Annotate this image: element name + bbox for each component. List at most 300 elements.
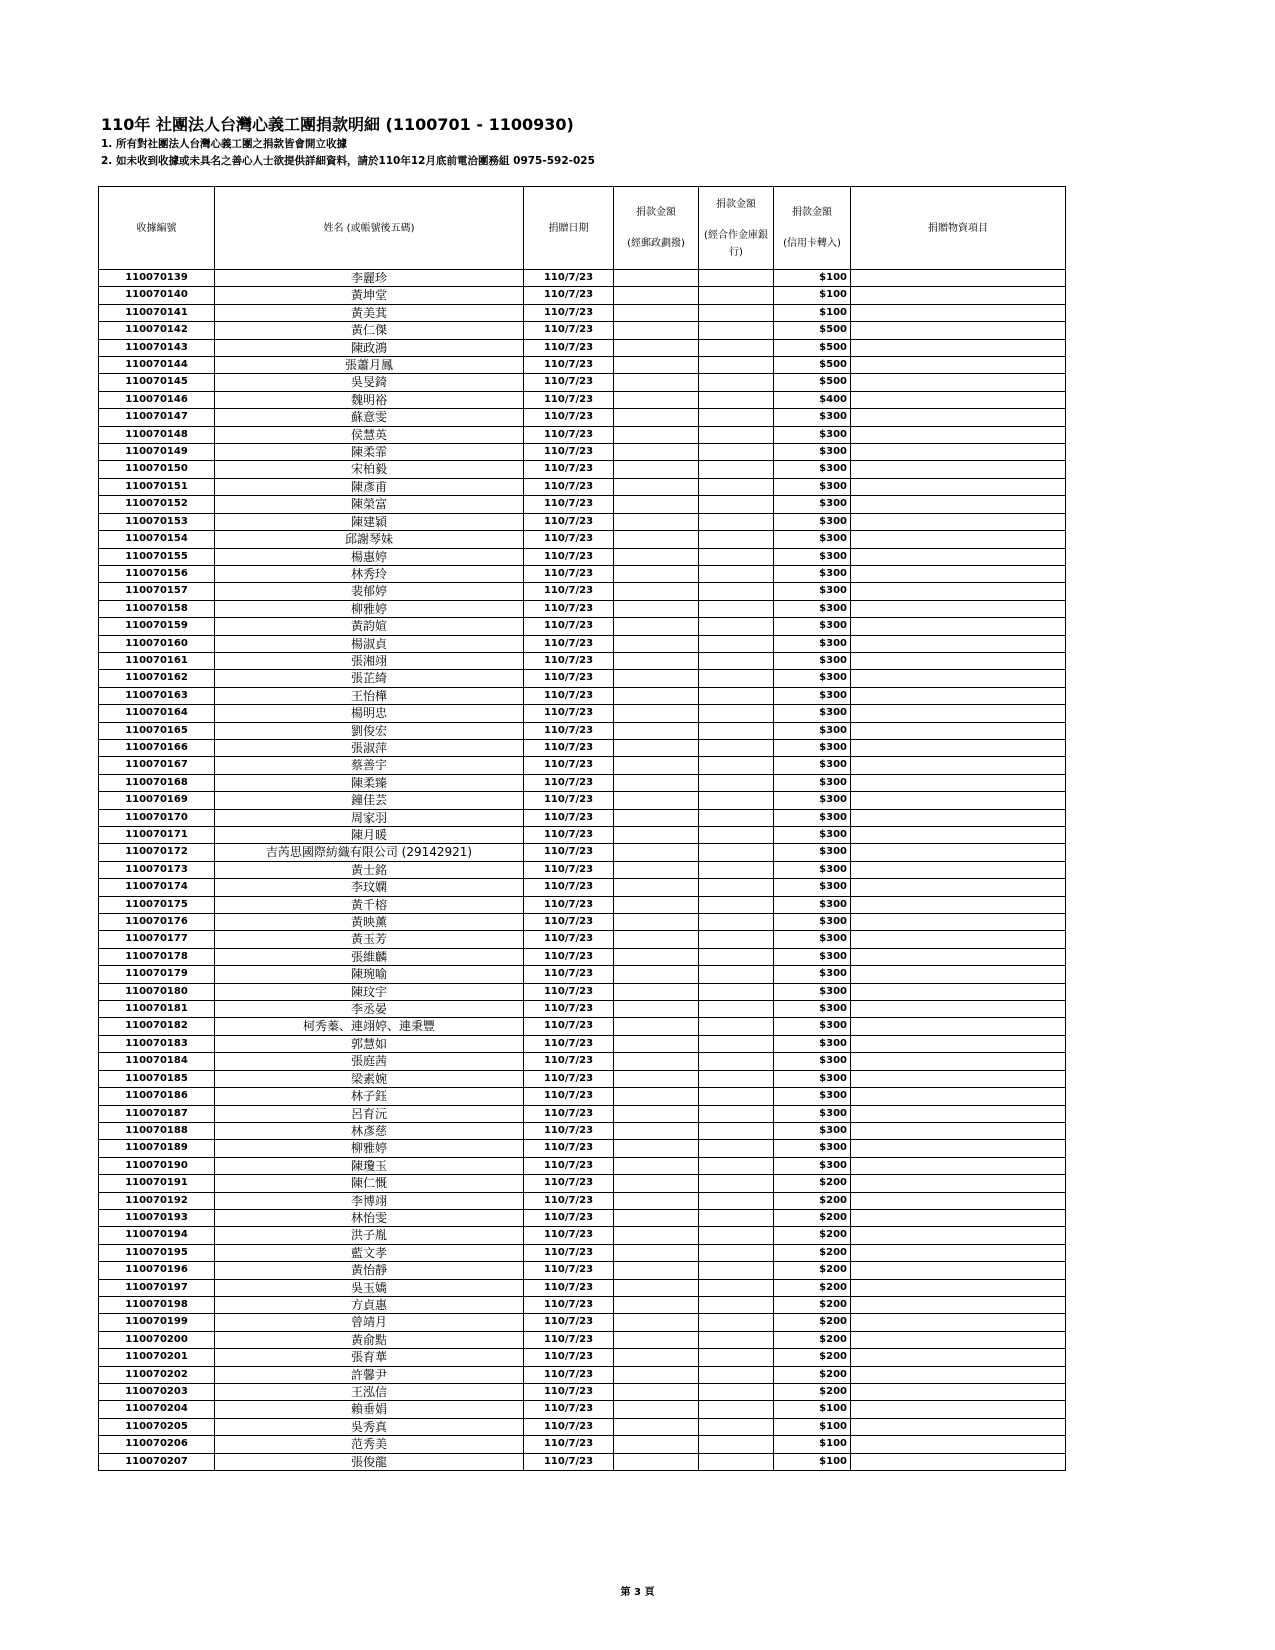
name-cell: 吉芮思國際紡織有限公司 (29142921) [215, 844, 524, 861]
card-amount-cell: $100 [774, 1453, 851, 1470]
document-title: 110年 社團法人台灣心義工團捐款明細 (1100701 - 1100930) [101, 115, 574, 134]
bank-amount-cell [699, 496, 774, 513]
date-cell: 110/7/23 [524, 1296, 614, 1313]
date-cell: 110/7/23 [524, 1122, 614, 1139]
items-cell [851, 565, 1066, 582]
postal-amount-cell [614, 792, 699, 809]
table-row [99, 618, 1066, 635]
card-amount-cell: $100 [774, 1436, 851, 1453]
card-amount-cell: $200 [774, 1227, 851, 1244]
items-cell [851, 983, 1066, 1000]
receipt-cell: 110070153 [99, 513, 215, 530]
name-cell: 張維麟 [215, 948, 524, 965]
items-cell [851, 496, 1066, 513]
items-cell [851, 757, 1066, 774]
date-cell: 110/7/23 [524, 1175, 614, 1192]
table-row [99, 914, 1066, 931]
table-row [99, 1175, 1066, 1192]
items-cell [851, 1349, 1066, 1366]
date-cell: 110/7/23 [524, 1349, 614, 1366]
name-cell: 方貞惠 [215, 1296, 524, 1313]
receipt-cell: 110070202 [99, 1366, 215, 1383]
name-cell: 宋柏毅 [215, 461, 524, 478]
postal-amount-cell [614, 409, 699, 426]
table-row [99, 879, 1066, 896]
table-row [99, 757, 1066, 774]
name-cell: 張淑萍 [215, 739, 524, 756]
date-cell: 110/7/23 [524, 600, 614, 617]
donation-table [98, 186, 1066, 1471]
card-amount-cell: $200 [774, 1314, 851, 1331]
items-cell [851, 1192, 1066, 1209]
bank-amount-cell [699, 635, 774, 652]
date-cell: 110/7/23 [524, 948, 614, 965]
items-cell [851, 1331, 1066, 1348]
bank-amount-cell [699, 757, 774, 774]
name-cell: 陳彥甫 [215, 478, 524, 495]
card-amount-cell: $300 [774, 478, 851, 495]
name-cell: 許馨尹 [215, 1366, 524, 1383]
date-cell: 110/7/23 [524, 1157, 614, 1174]
receipt-cell: 110070174 [99, 879, 215, 896]
bank-amount-cell [699, 1314, 774, 1331]
card-amount-cell: $300 [774, 565, 851, 582]
bank-amount-cell [699, 948, 774, 965]
card-amount-cell: $300 [774, 1053, 851, 1070]
items-cell [851, 1453, 1066, 1470]
date-cell: 110/7/23 [524, 444, 614, 461]
date-cell: 110/7/23 [524, 792, 614, 809]
card-amount-cell: $100 [774, 1418, 851, 1435]
name-cell: 陳榮富 [215, 496, 524, 513]
items-cell [851, 339, 1066, 356]
date-cell: 110/7/23 [524, 1244, 614, 1261]
table-row [99, 966, 1066, 983]
name-cell: 黃仁傑 [215, 322, 524, 339]
name-cell: 黃韵媗 [215, 618, 524, 635]
receipt-cell: 110070167 [99, 757, 215, 774]
name-cell: 蘇意雯 [215, 409, 524, 426]
receipt-cell: 110070185 [99, 1070, 215, 1087]
items-cell [851, 1279, 1066, 1296]
card-amount-cell: $500 [774, 374, 851, 391]
card-amount-cell: $200 [774, 1279, 851, 1296]
bank-amount-cell [699, 478, 774, 495]
table-row [99, 687, 1066, 704]
table-row [99, 409, 1066, 426]
table-row [99, 1349, 1066, 1366]
items-cell [851, 322, 1066, 339]
name-cell: 黃千榕 [215, 896, 524, 913]
postal-amount-cell [614, 1018, 699, 1035]
bank-amount-cell [699, 1209, 774, 1226]
items-cell [851, 1314, 1066, 1331]
table-row [99, 1436, 1066, 1453]
receipt-cell: 110070143 [99, 339, 215, 356]
items-cell [851, 270, 1066, 287]
name-cell: 李麗珍 [215, 270, 524, 287]
postal-amount-cell [614, 844, 699, 861]
bank-amount-cell [699, 409, 774, 426]
date-cell: 110/7/23 [524, 583, 614, 600]
date-cell: 110/7/23 [524, 757, 614, 774]
bank-amount-cell [699, 827, 774, 844]
items-cell [851, 1001, 1066, 1018]
header-receipt-no: 收據編號 [99, 187, 215, 270]
date-cell: 110/7/23 [524, 1001, 614, 1018]
postal-amount-cell [614, 1053, 699, 1070]
header-card-line2: (信用卡轉入) [783, 238, 841, 249]
bank-amount-cell [699, 1349, 774, 1366]
name-cell: 賴垂娟 [215, 1401, 524, 1418]
postal-amount-cell [614, 1192, 699, 1209]
date-cell: 110/7/23 [524, 426, 614, 443]
items-cell [851, 1262, 1066, 1279]
items-cell [851, 948, 1066, 965]
receipt-cell: 110070193 [99, 1209, 215, 1226]
bank-amount-cell [699, 1175, 774, 1192]
postal-amount-cell [614, 757, 699, 774]
postal-amount-cell [614, 444, 699, 461]
name-cell: 鐘佳芸 [215, 792, 524, 809]
items-cell [851, 1209, 1066, 1226]
header-postal-amount [614, 187, 699, 270]
receipt-cell: 110070188 [99, 1122, 215, 1139]
card-amount-cell: $300 [774, 722, 851, 739]
bank-amount-cell [699, 600, 774, 617]
date-cell: 110/7/23 [524, 670, 614, 687]
table-row [99, 739, 1066, 756]
items-cell [851, 1244, 1066, 1261]
table-row [99, 287, 1066, 304]
name-cell: 林彥慈 [215, 1122, 524, 1139]
date-cell: 110/7/23 [524, 1035, 614, 1052]
bank-amount-cell [699, 1279, 774, 1296]
receipt-cell: 110070156 [99, 565, 215, 582]
postal-amount-cell [614, 1314, 699, 1331]
receipt-cell: 110070173 [99, 861, 215, 878]
receipt-cell: 110070189 [99, 1140, 215, 1157]
items-cell [851, 1436, 1066, 1453]
items-cell [851, 1175, 1066, 1192]
items-cell [851, 1035, 1066, 1052]
receipt-cell: 110070198 [99, 1296, 215, 1313]
name-cell: 李博翊 [215, 1192, 524, 1209]
items-cell [851, 687, 1066, 704]
date-cell: 110/7/23 [524, 809, 614, 826]
table-row [99, 1418, 1066, 1435]
items-cell [851, 304, 1066, 321]
date-cell: 110/7/23 [524, 304, 614, 321]
items-cell [851, 1140, 1066, 1157]
card-amount-cell: $300 [774, 1018, 851, 1035]
bank-amount-cell [699, 1401, 774, 1418]
bank-amount-cell [699, 304, 774, 321]
postal-amount-cell [614, 496, 699, 513]
bank-amount-cell [699, 322, 774, 339]
card-amount-cell: $300 [774, 1157, 851, 1174]
items-cell [851, 600, 1066, 617]
items-cell [851, 652, 1066, 669]
items-cell [851, 409, 1066, 426]
card-amount-cell: $100 [774, 287, 851, 304]
name-cell: 李玟嫻 [215, 879, 524, 896]
table-row [99, 600, 1066, 617]
date-cell: 110/7/23 [524, 687, 614, 704]
table-row [99, 583, 1066, 600]
items-cell [851, 1418, 1066, 1435]
bank-amount-cell [699, 861, 774, 878]
table-row [99, 1001, 1066, 1018]
name-cell: 魏明裕 [215, 391, 524, 408]
postal-amount-cell [614, 687, 699, 704]
receipt-cell: 110070204 [99, 1401, 215, 1418]
receipt-cell: 110070196 [99, 1262, 215, 1279]
receipt-cell: 110070169 [99, 792, 215, 809]
card-amount-cell: $200 [774, 1175, 851, 1192]
receipt-cell: 110070157 [99, 583, 215, 600]
name-cell: 洪子胤 [215, 1227, 524, 1244]
card-amount-cell: $200 [774, 1384, 851, 1401]
bank-amount-cell [699, 618, 774, 635]
bank-amount-cell [699, 1331, 774, 1348]
receipt-cell: 110070176 [99, 914, 215, 931]
postal-amount-cell [614, 339, 699, 356]
name-cell: 陳政鴻 [215, 339, 524, 356]
items-cell [851, 1384, 1066, 1401]
name-cell: 陳月暖 [215, 827, 524, 844]
card-amount-cell: $300 [774, 983, 851, 1000]
date-cell: 110/7/23 [524, 879, 614, 896]
bank-amount-cell [699, 357, 774, 374]
card-amount-cell: $300 [774, 931, 851, 948]
postal-amount-cell [614, 896, 699, 913]
name-cell: 張庭茜 [215, 1053, 524, 1070]
card-amount-cell: $300 [774, 426, 851, 443]
receipt-cell: 110070165 [99, 722, 215, 739]
card-amount-cell: $300 [774, 531, 851, 548]
date-cell: 110/7/23 [524, 1418, 614, 1435]
postal-amount-cell [614, 809, 699, 826]
contact-note: 2. 如未收到收據或未具名之善心人士欲提供詳細資料，請於110年12月底前電洽團務組 0975-592-025 [101, 155, 595, 167]
name-cell: 黃士銘 [215, 861, 524, 878]
table-row [99, 844, 1066, 861]
date-cell: 110/7/23 [524, 1262, 614, 1279]
date-cell: 110/7/23 [524, 1088, 614, 1105]
receipt-cell: 110070180 [99, 983, 215, 1000]
receipt-cell: 110070145 [99, 374, 215, 391]
items-cell [851, 879, 1066, 896]
bank-amount-cell [699, 391, 774, 408]
table-row [99, 1331, 1066, 1348]
table-row [99, 1227, 1066, 1244]
name-cell: 楊淑貞 [215, 635, 524, 652]
bank-amount-cell [699, 548, 774, 565]
name-cell: 黃俞黠 [215, 1331, 524, 1348]
name-cell: 藍文孝 [215, 1244, 524, 1261]
card-amount-cell: $300 [774, 844, 851, 861]
postal-amount-cell [614, 322, 699, 339]
card-amount-cell: $500 [774, 339, 851, 356]
bank-amount-cell [699, 879, 774, 896]
bank-amount-cell [699, 809, 774, 826]
postal-amount-cell [614, 374, 699, 391]
date-cell: 110/7/23 [524, 983, 614, 1000]
table-row [99, 774, 1066, 791]
items-cell [851, 426, 1066, 443]
items-cell [851, 914, 1066, 931]
postal-amount-cell [614, 270, 699, 287]
card-amount-cell: $300 [774, 1070, 851, 1087]
date-cell: 110/7/23 [524, 357, 614, 374]
receipt-cell: 110070151 [99, 478, 215, 495]
receipt-cell: 110070207 [99, 1453, 215, 1470]
date-cell: 110/7/23 [524, 774, 614, 791]
card-amount-cell: $300 [774, 548, 851, 565]
items-cell [851, 391, 1066, 408]
table-header-row [99, 187, 1066, 270]
card-amount-cell: $200 [774, 1366, 851, 1383]
table-row [99, 1453, 1066, 1470]
date-cell: 110/7/23 [524, 896, 614, 913]
name-cell: 陳仁慨 [215, 1175, 524, 1192]
bank-amount-cell [699, 1122, 774, 1139]
table-row [99, 1157, 1066, 1174]
name-cell: 吳秀真 [215, 1418, 524, 1435]
receipt-cell: 110070203 [99, 1384, 215, 1401]
table-row [99, 1366, 1066, 1383]
receipt-cell: 110070190 [99, 1157, 215, 1174]
card-amount-cell: $300 [774, 757, 851, 774]
postal-amount-cell [614, 1279, 699, 1296]
table-row [99, 705, 1066, 722]
card-amount-cell: $300 [774, 1001, 851, 1018]
card-amount-cell: $300 [774, 461, 851, 478]
bank-amount-cell [699, 931, 774, 948]
receipt-cell: 110070159 [99, 618, 215, 635]
table-row [99, 374, 1066, 391]
card-amount-cell: $300 [774, 513, 851, 530]
receipt-cell: 110070158 [99, 600, 215, 617]
name-cell: 劉俊宏 [215, 722, 524, 739]
date-cell: 110/7/23 [524, 931, 614, 948]
date-cell: 110/7/23 [524, 705, 614, 722]
receipt-cell: 110070181 [99, 1001, 215, 1018]
receipt-note: 1. 所有對社團法人台灣心義工團之捐款皆會開立收據 [101, 138, 347, 150]
receipt-cell: 110070146 [99, 391, 215, 408]
postal-amount-cell [614, 1157, 699, 1174]
postal-amount-cell [614, 618, 699, 635]
items-cell [851, 966, 1066, 983]
bank-amount-cell [699, 966, 774, 983]
name-cell: 陳柔臻 [215, 774, 524, 791]
postal-amount-cell [614, 1349, 699, 1366]
name-cell: 邱謝琴妹 [215, 531, 524, 548]
bank-amount-cell [699, 774, 774, 791]
items-cell [851, 1227, 1066, 1244]
items-cell [851, 739, 1066, 756]
name-cell: 吳旻錡 [215, 374, 524, 391]
date-cell: 110/7/23 [524, 1384, 614, 1401]
date-cell: 110/7/23 [524, 1401, 614, 1418]
table-row [99, 531, 1066, 548]
card-amount-cell: $200 [774, 1331, 851, 1348]
receipt-cell: 110070147 [99, 409, 215, 426]
card-amount-cell: $300 [774, 966, 851, 983]
date-cell: 110/7/23 [524, 1053, 614, 1070]
table-row [99, 827, 1066, 844]
bank-amount-cell [699, 983, 774, 1000]
table-row [99, 1070, 1066, 1087]
bank-amount-cell [699, 1227, 774, 1244]
name-cell: 黃映薰 [215, 914, 524, 931]
receipt-cell: 110070192 [99, 1192, 215, 1209]
items-cell [851, 618, 1066, 635]
name-cell: 侯慧英 [215, 426, 524, 443]
postal-amount-cell [614, 722, 699, 739]
table-row [99, 1088, 1066, 1105]
bank-amount-cell [699, 1262, 774, 1279]
items-cell [851, 1018, 1066, 1035]
card-amount-cell: $300 [774, 687, 851, 704]
postal-amount-cell [614, 1401, 699, 1418]
table-row [99, 1053, 1066, 1070]
receipt-cell: 110070194 [99, 1227, 215, 1244]
header-bank-line2: (經合作金庫銀行) [704, 229, 768, 258]
postal-amount-cell [614, 583, 699, 600]
bank-amount-cell [699, 1001, 774, 1018]
card-amount-cell: $200 [774, 1192, 851, 1209]
card-amount-cell: $300 [774, 635, 851, 652]
bank-amount-cell [699, 844, 774, 861]
bank-amount-cell [699, 896, 774, 913]
postal-amount-cell [614, 1366, 699, 1383]
table-row [99, 722, 1066, 739]
receipt-cell: 110070201 [99, 1349, 215, 1366]
card-amount-cell: $300 [774, 739, 851, 756]
items-cell [851, 896, 1066, 913]
header-card-amount [774, 187, 851, 270]
bank-amount-cell [699, 531, 774, 548]
card-amount-cell: $300 [774, 1140, 851, 1157]
items-cell [851, 1401, 1066, 1418]
date-cell: 110/7/23 [524, 531, 614, 548]
postal-amount-cell [614, 391, 699, 408]
table-row [99, 478, 1066, 495]
postal-amount-cell [614, 1418, 699, 1435]
table-row [99, 1140, 1066, 1157]
table-row [99, 357, 1066, 374]
receipt-cell: 110070154 [99, 531, 215, 548]
bank-amount-cell [699, 687, 774, 704]
bank-amount-cell [699, 339, 774, 356]
date-cell: 110/7/23 [524, 1140, 614, 1157]
bank-amount-cell [699, 1105, 774, 1122]
receipt-cell: 110070197 [99, 1279, 215, 1296]
card-amount-cell: $300 [774, 652, 851, 669]
receipt-cell: 110070170 [99, 809, 215, 826]
card-amount-cell: $200 [774, 1262, 851, 1279]
items-cell [851, 548, 1066, 565]
name-cell: 黃怡靜 [215, 1262, 524, 1279]
bank-amount-cell [699, 914, 774, 931]
date-cell: 110/7/23 [524, 339, 614, 356]
items-cell [851, 705, 1066, 722]
header-card-line1: 捐款金額 [792, 207, 832, 218]
bank-amount-cell [699, 1453, 774, 1470]
name-cell: 陳琬喻 [215, 966, 524, 983]
postal-amount-cell [614, 357, 699, 374]
